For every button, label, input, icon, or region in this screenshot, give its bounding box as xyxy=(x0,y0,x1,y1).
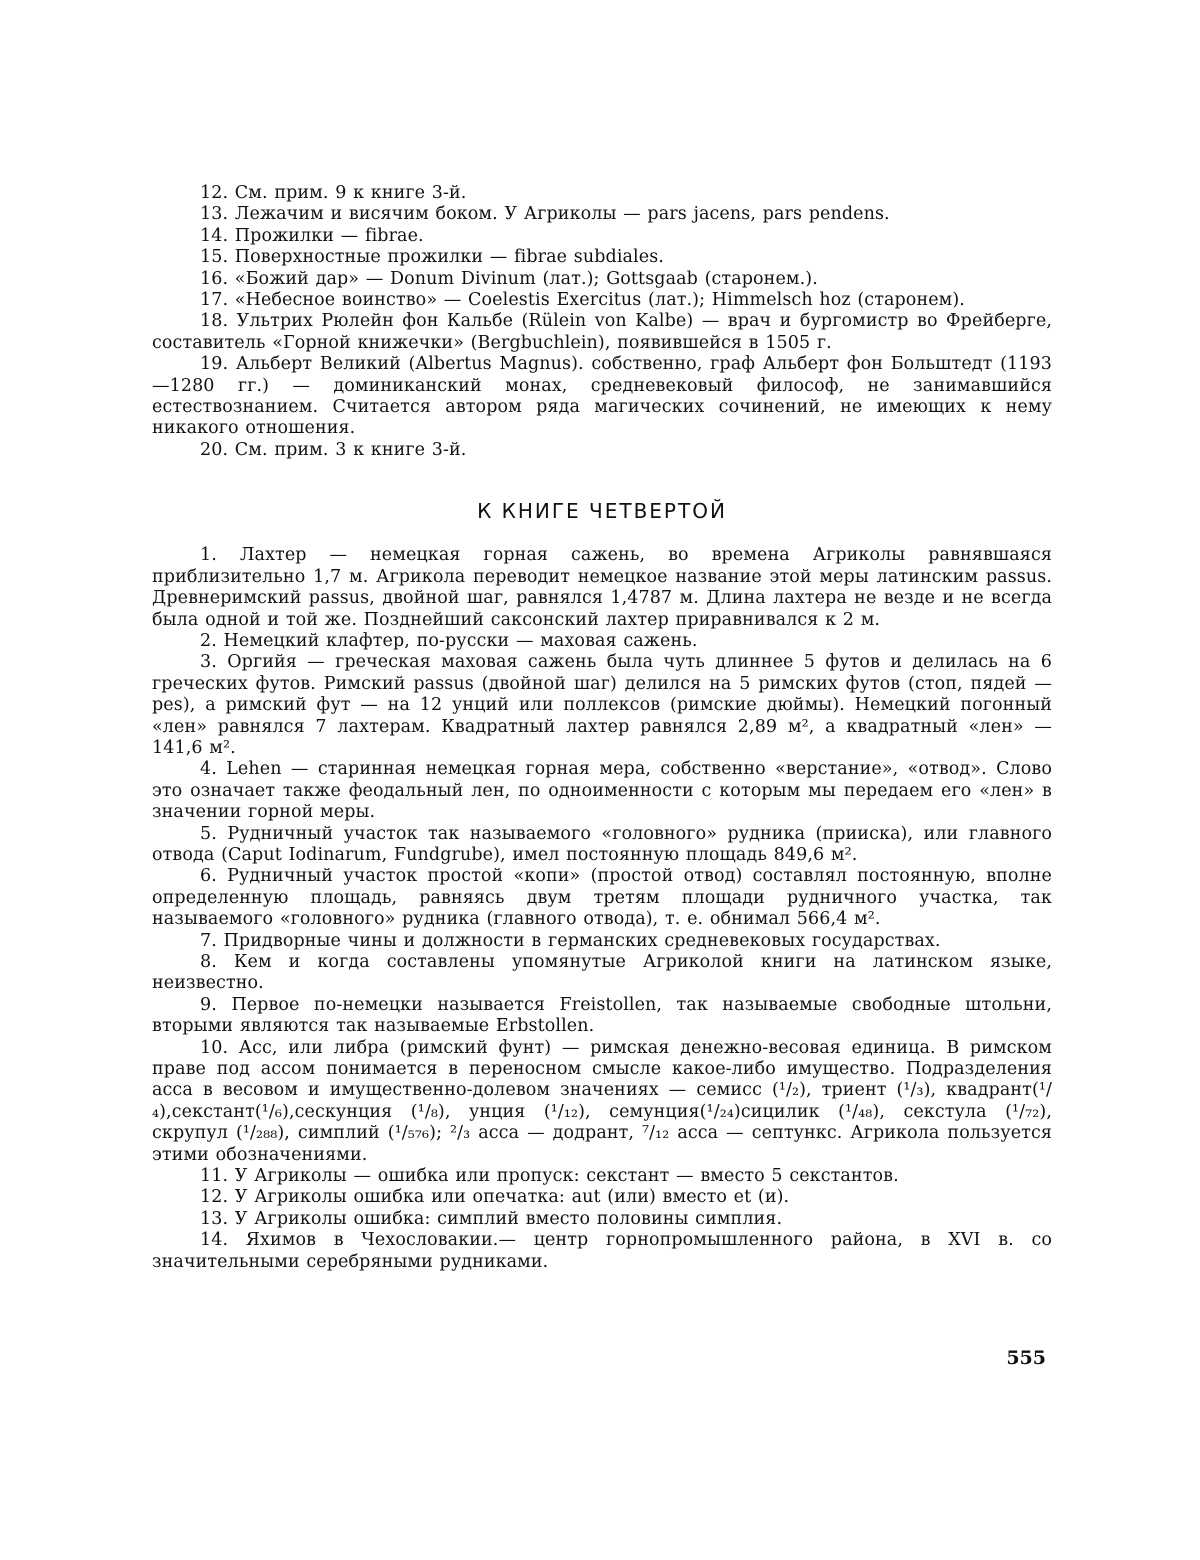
note-paragraph: 3. Оргийя — греческая маховая сажень была чуть длиннее 5 футов и делилась на 6 греческих футов. Римский passus (двойной шаг) делился на 5 римских футов (стоп, пядей — pes), а римский фут — на 12 унций или поллексов (римские дюймы). Немецкий погонный «лен» равнялся 7 лахтерам. Квадратный лахтер равнялся 2,89 м², а квадратный «лен» — 141,6 м². xyxy=(152,652,1052,759)
note-paragraph: 15. Поверхностные прожилки — fibrae subdiales. xyxy=(152,247,1052,268)
notes-part3 xyxy=(152,183,1052,461)
note-paragraph: 9. Первое по-немецки называется Freistollen, так называемые свободные штольни, вторыми являются так называемые Erbstollen. xyxy=(152,995,1052,1038)
page-body xyxy=(152,183,1052,1273)
note-paragraph: 14. Прожилки — fibrae. xyxy=(152,226,1052,247)
note-paragraph: 11. У Агриколы — ошибка или пропуск: секстант — вместо 5 секстантов. xyxy=(152,1166,1052,1187)
note-paragraph: 13. Лежачим и висячим боком. У Агриколы — pars jacens, pars pendens. xyxy=(152,204,1052,225)
note-paragraph: 17. «Небесное воинство» — Coelestis Exercitus (лат.); Himmelsch hoz (старонем). xyxy=(152,290,1052,311)
note-paragraph: 12. См. прим. 9 к книге 3-й. xyxy=(152,183,1052,204)
note-paragraph: 1. Лахтер — немецкая горная сажень, во времена Агриколы равнявшаяся приблизительно 1,7 м. Агрикола переводит немецкое название этой меры латинским passus. Древнеримский passus, двойной шаг, равнялся 1,4787 м. Длина лахтера не везде и не всегда была одной и той же. Позднейший саксонский лахтер приравнивался к 2 м. xyxy=(152,545,1052,631)
note-paragraph: 14. Яхимов в Чехословакии.— центр горнопромышленного района, в XVI в. со значительными серебряными рудниками. xyxy=(152,1230,1052,1273)
note-paragraph: 16. «Божий дар» — Donum Divinum (лат.); Gottsgaab (старонем.). xyxy=(152,269,1052,290)
note-paragraph: 20. См. прим. 3 к книге 3-й. xyxy=(152,440,1052,461)
note-paragraph: 5. Рудничный участок так называемого «головного» рудника (прииска), или главного отвода (Caput Iodinarum, Fundgrube), имел постоянную площадь 849,6 м². xyxy=(152,824,1052,867)
note-paragraph: 12. У Агриколы ошибка или опечатка: aut (или) вместо et (и). xyxy=(152,1187,1052,1208)
note-paragraph: 19. Альберт Великий (Albertus Magnus). собственно, граф Альберт фон Больштедт (1193—1280 гг.) — доминиканский монах, средневековый философ, не занимавшийся естествознанием. Считается автором ряда магических сочинений, не имеющих к нему никакого отношения. xyxy=(152,354,1052,440)
note-paragraph: 8. Кем и когда составлены упомянутые Агриколой книги на латинском языке, неизвестно. xyxy=(152,952,1052,995)
section-title: К КНИГЕ ЧЕТВЕРТОЙ xyxy=(152,499,1052,523)
note-paragraph: 2. Немецкий клафтер, по-русски — маховая сажень. xyxy=(152,631,1052,652)
note-paragraph: 4. Lehen — старинная немецкая горная мера, собственно «верстание», «отвод». Слово это означает также феодальный лен, по одноименности с которым мы передаем его «лен» в значении горной меры. xyxy=(152,759,1052,823)
note-paragraph: 18. Ультрих Рюлейн фон Кальбе (Rülein von Kalbe) — врач и бургомистр во Фрейберге, составитель «Горной книжечки» (Bergbuchlein), появившейся в 1505 г. xyxy=(152,311,1052,354)
notes-part4 xyxy=(152,545,1052,1273)
note-paragraph: 7. Придворные чины и должности в германских средневековых государствах. xyxy=(152,931,1052,952)
note-paragraph: 6. Рудничный участок простой «копи» (простой отвод) составлял постоянную, вполне определенную площадь, равняясь двум третям площади рудничного участка, так называемого «головного» рудника (главного отвода), т. е. обнимал 566,4 м². xyxy=(152,866,1052,930)
note-paragraph: 10. Асс, или либра (римский фунт) — римская денежно-весовая единица. В римском праве под ассом понимается в переносном смысле какое-либо имущество. Подразделения асса в весовом и имущественно-долевом значениях — семисс (¹/₂), триент (¹/₃), квадрант(¹/₄),секстант(¹/₆),сескунция (¹/₈), унция (¹/₁₂), семунция(¹/₂₄)сицилик (¹/₄₈), секстула (¹/₇₂), скрупул (¹/₂₈₈), симплий (¹/₅₇₆); ²/₃ асса — додрант, ⁷/₁₂ асса — септункс. Агрикола пользуется этими обозначениями. xyxy=(152,1038,1052,1166)
page-number: 555 xyxy=(1000,1347,1046,1369)
note-paragraph: 13. У Агриколы ошибка: симплий вместо половины симплия. xyxy=(152,1209,1052,1230)
